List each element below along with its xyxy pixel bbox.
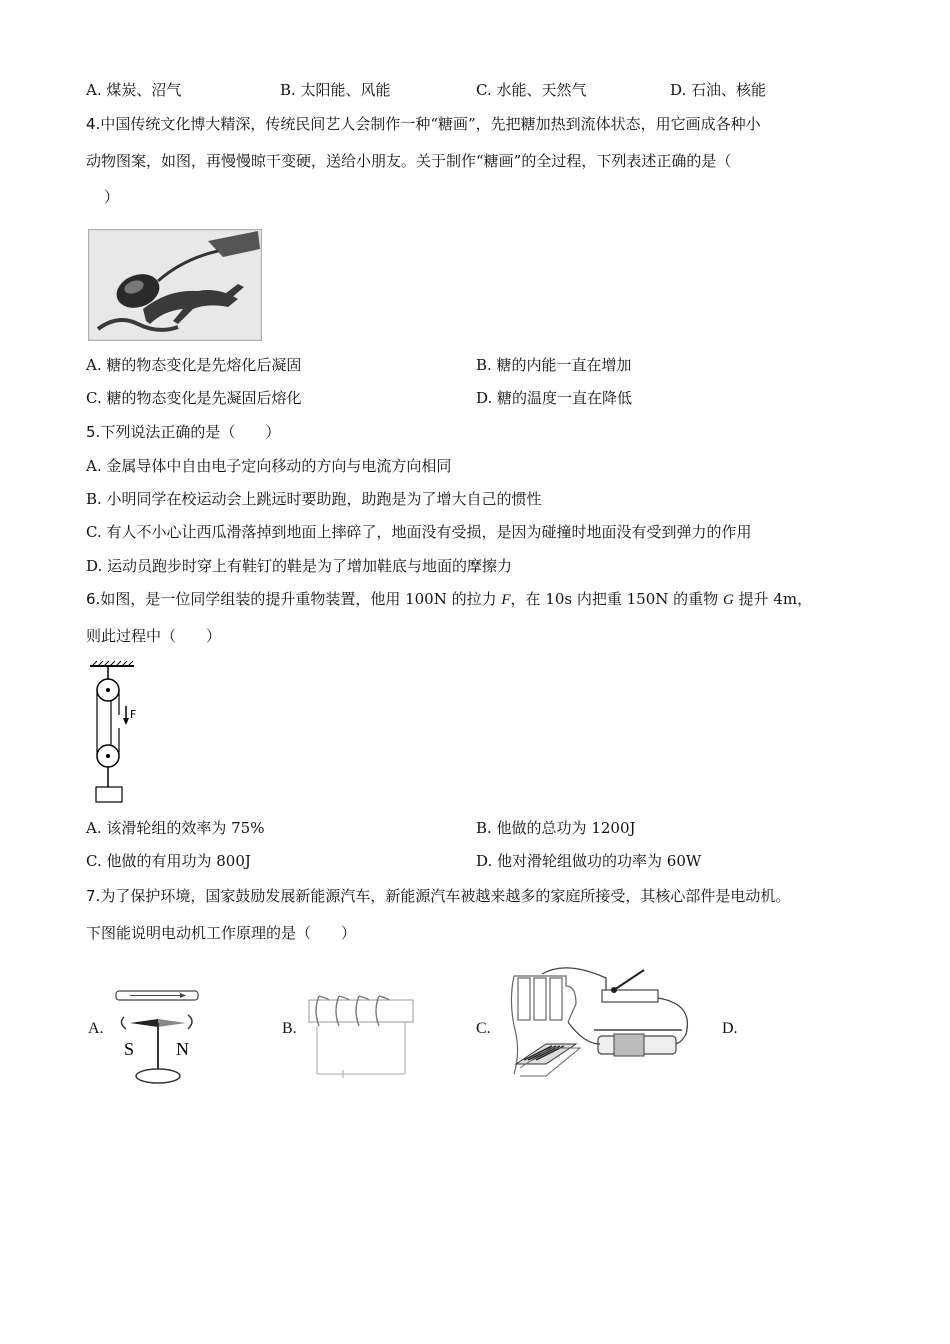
- q4-option-a: A. 糖的物态变化是先熔化后凝固: [86, 356, 302, 374]
- q6-option-d: D. 他对滑轮组做功的功率为 60W: [476, 852, 702, 870]
- q5-number: 5.: [86, 423, 101, 441]
- var-g: G: [722, 592, 734, 608]
- q7-stem-line1: 7.为了保护环境，国家鼓励发展新能源汽车，新能源汽车被越来越多的家庭所接受，其核心部件是电动机。: [86, 887, 791, 905]
- q7-option-c-label: C.: [476, 1020, 491, 1037]
- q6-option-a: A. 该滑轮组的效率为 75%: [86, 819, 265, 837]
- q4-stem-line3: ）: [104, 188, 120, 206]
- compass-s-label: S: [124, 1039, 135, 1059]
- q4-option-c: C. 糖的物态变化是先凝固后熔化: [86, 389, 302, 407]
- q6-option-c: C. 他做的有用功为 800J: [86, 852, 251, 870]
- q7-option-b-label: B.: [282, 1020, 297, 1037]
- q6-number: 6.: [86, 590, 101, 608]
- q4-stem-line1: 4.中国传统文化博大精深，传统民间艺人会制作一种“糖画”，先把糖加热到流体状态，用它画成各种小: [86, 115, 761, 133]
- electromagnet-figure: [305, 994, 417, 1078]
- q7-option-d-label: D.: [722, 1020, 738, 1037]
- force-label: F: [130, 708, 137, 721]
- q3-option-a: A. 煤炭、沼气: [86, 81, 182, 99]
- q7-stem-line2: 下图能说明电动机工作原理的是（ ）: [86, 924, 357, 942]
- sugar-painting-photo: [88, 229, 262, 341]
- q5-option-b: B. 小明同学在校运动会上跳远时要助跑，助跑是为了增大自己的惯性: [86, 490, 542, 508]
- q5-stem: 5.下列说法正确的是（ ）: [86, 423, 281, 441]
- q7-number: 7.: [86, 887, 101, 905]
- q6-stem-line2: 则此过程中（ ）: [86, 627, 222, 645]
- q4-number: 4.: [86, 115, 101, 133]
- q3-option-d: D. 石油、核能: [670, 81, 767, 99]
- q5-option-d: D. 运动员跑步时穿上有鞋钉的鞋是为了增加鞋底与地面的摩擦力: [86, 557, 513, 575]
- pulley-system-figure: [88, 660, 148, 805]
- q7-option-a-label: A.: [88, 1020, 104, 1037]
- var-f: F: [501, 592, 511, 608]
- q5-option-a: A. 金属导体中自由电子定向移动的方向与电流方向相同: [86, 457, 452, 475]
- q4-stem-line2: 动物图案，如图，再慢慢晾干变硬，送给小朋友。关于制作“糖画”的全过程，下列表述正确的是（: [86, 152, 732, 170]
- q5-option-c: C. 有人不小心让西瓜滑落掉到地面上摔碎了，地面没有受损，是因为碰撞时地面没有受到弹力的作用: [86, 523, 752, 541]
- compass-n-label: N: [176, 1039, 189, 1059]
- q3-option-b: B. 太阳能、风能: [280, 81, 391, 99]
- oersted-experiment-figure: [110, 985, 205, 1090]
- circuit-apparatus-figure: [506, 964, 700, 1092]
- q4-option-d: D. 糖的温度一直在降低: [476, 389, 633, 407]
- q3-option-c: C. 水能、天然气: [476, 81, 587, 99]
- q4-option-b: B. 糖的内能一直在增加: [476, 356, 632, 374]
- q6-option-b: B. 他做的总功为 1200J: [476, 819, 636, 837]
- q6-stem-line1: 6.如图，是一位同学组装的提升重物装置，他用 100N 的拉力 F，在 10s 内把重 150N 的重物 G 提升 4m，: [86, 590, 813, 608]
